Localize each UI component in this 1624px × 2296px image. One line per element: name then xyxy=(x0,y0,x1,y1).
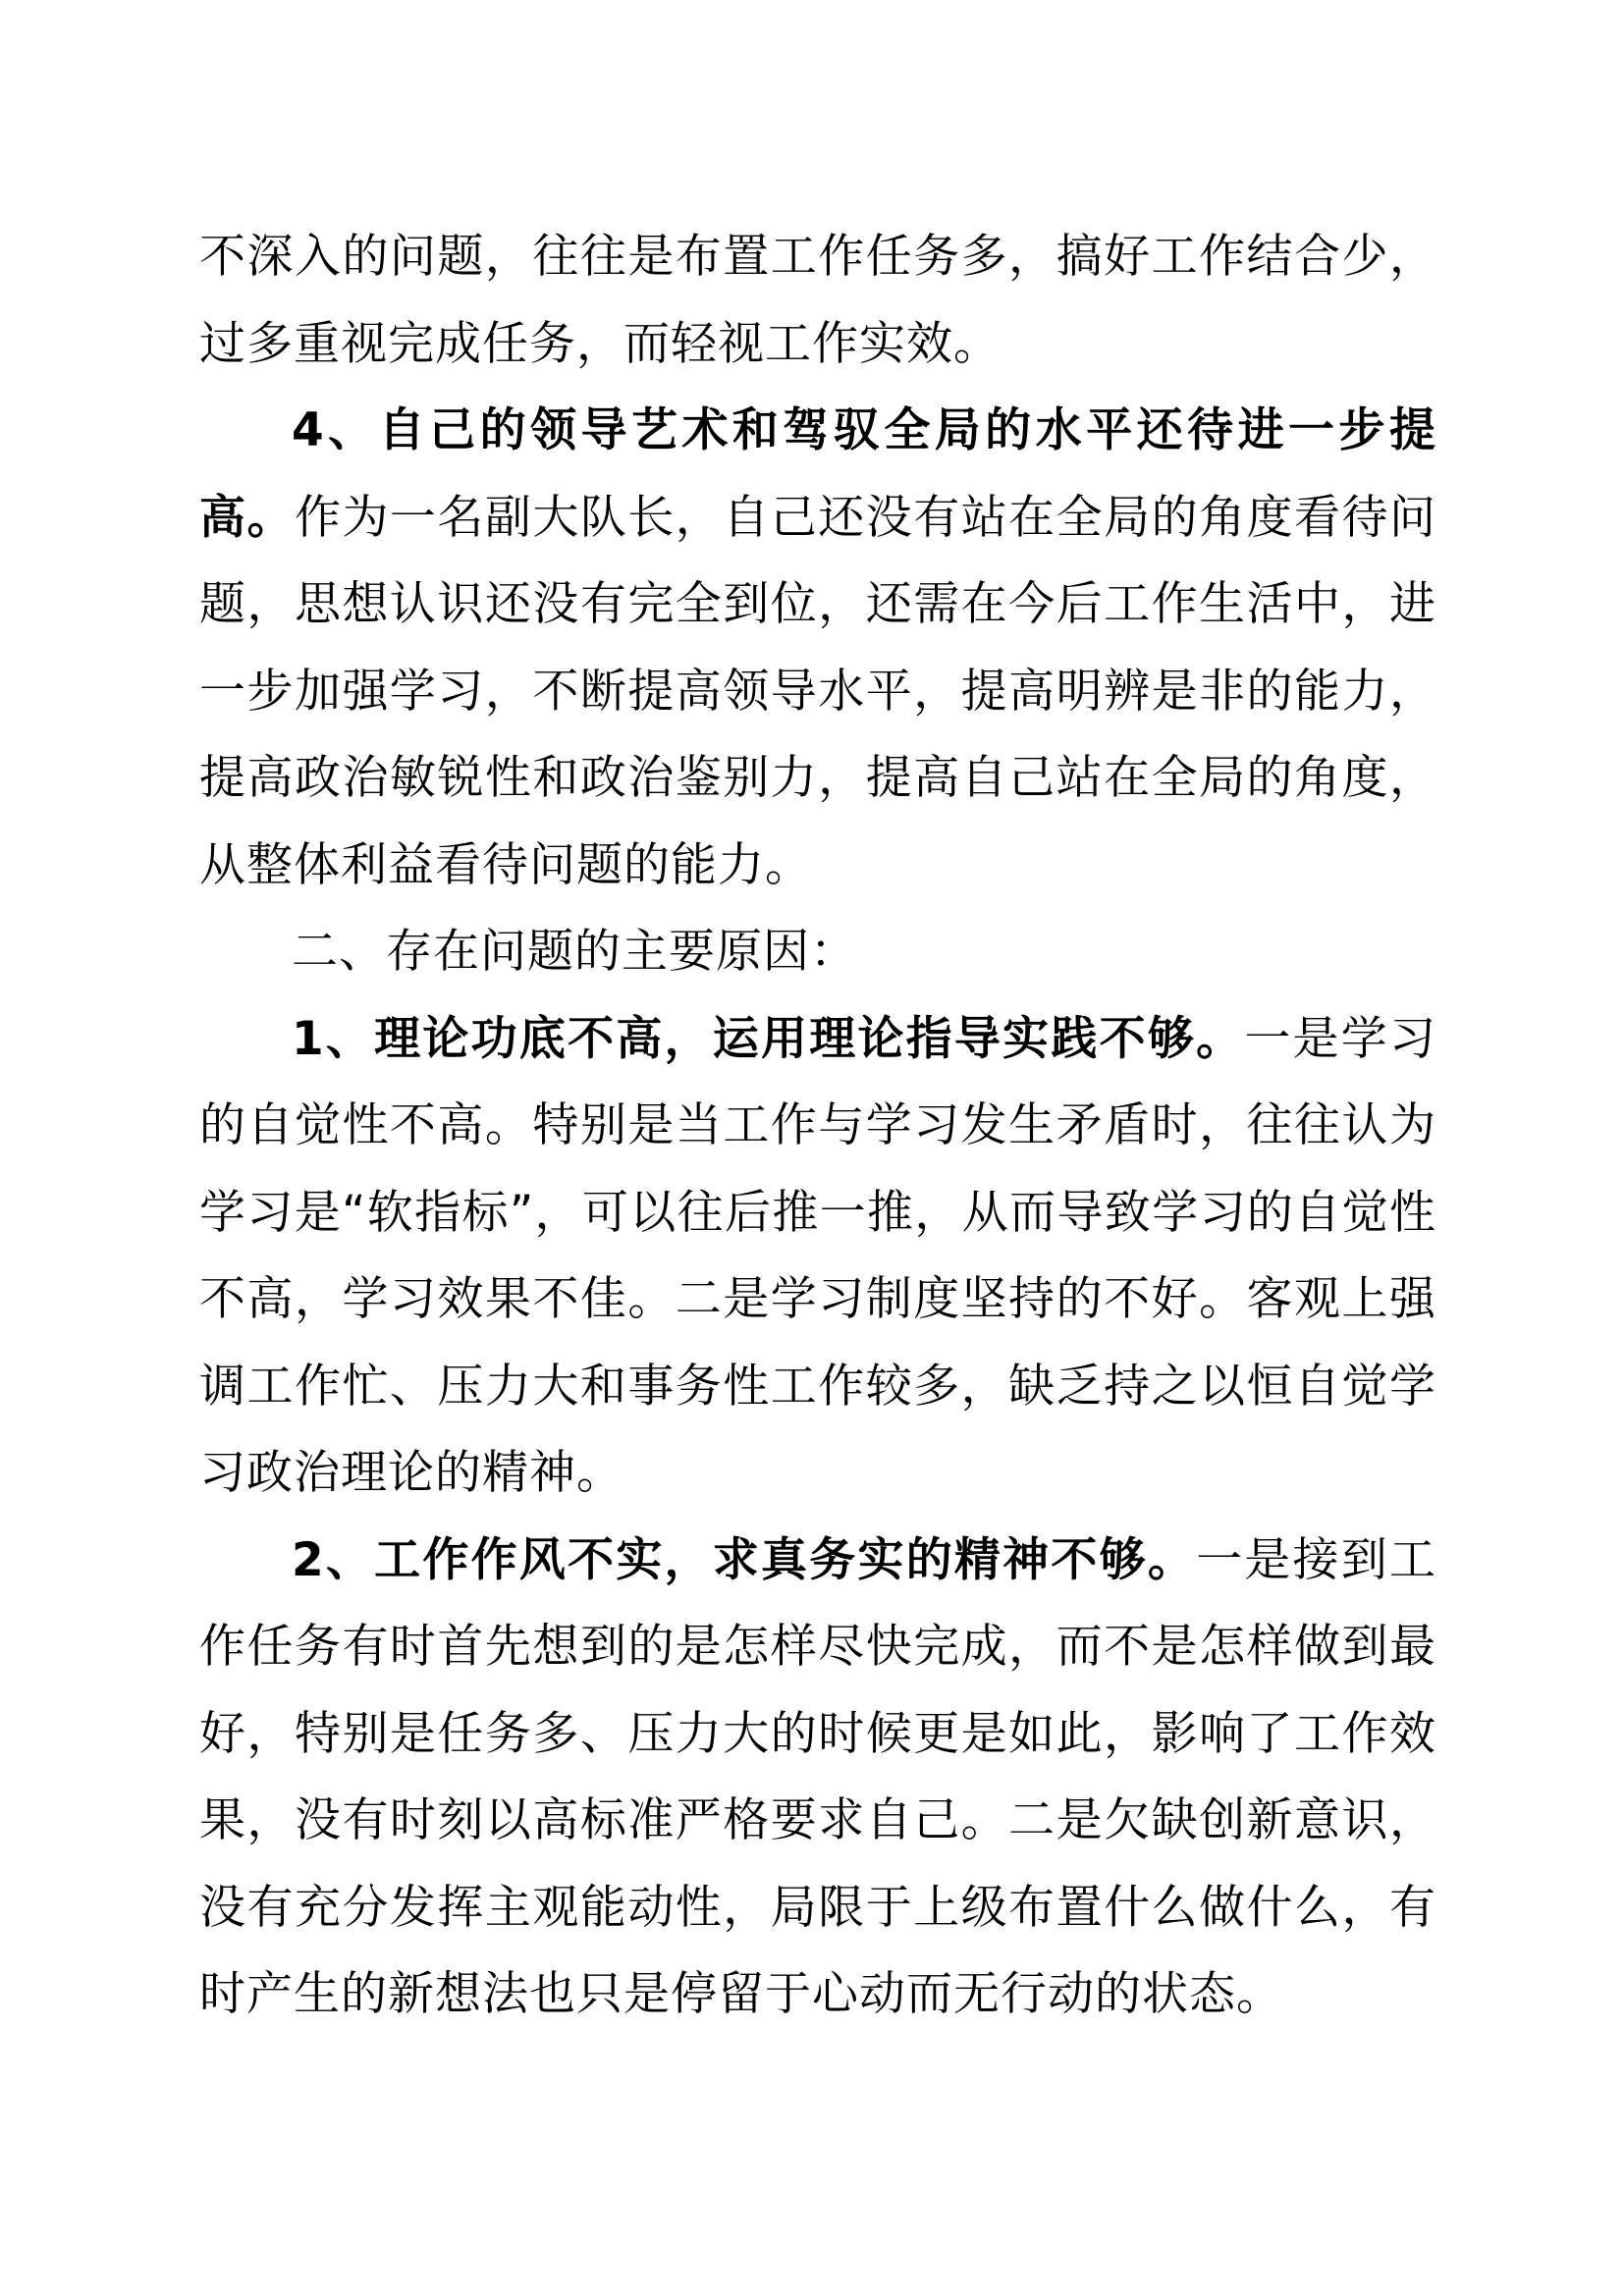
paragraph-heading: 2、工作作风不实，求真务实的精神不够。 xyxy=(292,1532,1197,1587)
paragraph-cause-2 xyxy=(199,1518,1436,2039)
paragraph-text: 不深入的问题，往往是布置工作任务多，搞好工作结合少，过多重视完成任务，而轻视工作实效。 xyxy=(199,230,1436,371)
document-page xyxy=(199,214,1436,2039)
paragraph-heading: 4、自己的领导艺术和驾驭全局的水平还待进一步提高。 xyxy=(199,403,1436,545)
paragraph-text: 一是学习的自觉性不高。特别是当工作与学习发生矛盾时，往往认为学习是“软指标”，可以往后推一推，从而导致学习的自觉性不高，学习效果不佳。二是学习制度坚持的不好。客观上强调工作忙、压力大和事务性工作较多，缺乏持之以恒自觉学习政治理论的精神。 xyxy=(199,1011,1437,1500)
section-heading-causes xyxy=(199,909,1436,996)
paragraph-text: 作为一名副大队长，自己还没有站在全局的角度看待问题，思想认识还没有完全到位，还需在今后工作生活中，进一步加强学习，不断提高领导水平，提高明辨是非的能力，提高政治敏锐性和政治鉴别力，提高自己站在全局的角度，从整体利益看待问题的能力。 xyxy=(199,490,1437,892)
paragraph-heading: 1、理论功底不高，运用理论指导实践不够。 xyxy=(292,1011,1245,1066)
section-heading-text: 二、存在问题的主要原因： xyxy=(292,925,857,979)
paragraph-continuation xyxy=(199,214,1436,388)
paragraph-point-4 xyxy=(199,388,1436,909)
paragraph-cause-1 xyxy=(199,996,1436,1518)
paragraph-text: 一是接到工作任务有时首先想到的是怎样尽快完成，而不是怎样做到最好，特别是任务多、压力大的时候更是如此，影响了工作效果，没有时刻以高标准严格要求自己。二是欠缺创新意识，没有充分发挥主观能动性，局限于上级布置什么做什么，有时产生的新想法也只是停留于心动而无行动的状态。 xyxy=(199,1532,1436,2021)
